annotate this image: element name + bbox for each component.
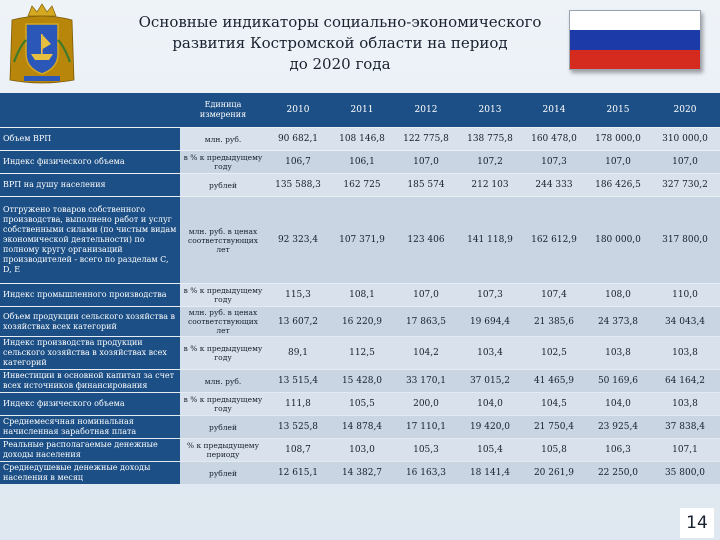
- indicator-value: 89,1: [266, 337, 330, 369]
- indicator-value: 138 775,8: [458, 128, 522, 150]
- indicator-value: 310 000,0: [650, 128, 720, 150]
- flag-red-stripe: [570, 50, 700, 69]
- indicator-unit: млн. руб.: [180, 128, 266, 150]
- indicator-value: 13 515,4: [266, 370, 330, 392]
- header-year: 2015: [586, 93, 650, 127]
- indicator-value: 107,0: [394, 151, 458, 173]
- indicator-value: 103,8: [650, 337, 720, 369]
- indicator-value: 107,3: [522, 151, 586, 173]
- indicator-value: 162 612,9: [522, 197, 586, 283]
- indicator-value: 20 261,9: [522, 462, 586, 484]
- table-row: [0, 370, 720, 392]
- indicator-value: 16 220,9: [330, 307, 394, 336]
- indicator-value: 21 385,6: [522, 307, 586, 336]
- table-row: [0, 284, 720, 306]
- header-unit: Единица измерения: [180, 93, 266, 127]
- indicator-value: 107,3: [458, 284, 522, 306]
- russian-flag-icon: [569, 10, 701, 70]
- indicator-value: 110,0: [650, 284, 720, 306]
- table-row: [0, 151, 720, 173]
- indicator-value: 111,8: [266, 393, 330, 415]
- header-year: 2014: [522, 93, 586, 127]
- indicator-value: 107,1: [650, 439, 720, 461]
- indicator-unit: рублей: [180, 462, 266, 484]
- header-year: 2012: [394, 93, 458, 127]
- indicator-value: 17 863,5: [394, 307, 458, 336]
- indicator-label: Индекс промышленного производства: [0, 284, 180, 306]
- indicator-value: 106,1: [330, 151, 394, 173]
- indicator-value: 107 371,9: [330, 197, 394, 283]
- indicator-unit: млн. руб.: [180, 370, 266, 392]
- indicator-value: 18 141,4: [458, 462, 522, 484]
- indicator-value: 106,3: [586, 439, 650, 461]
- indicator-value: 115,3: [266, 284, 330, 306]
- indicator-value: 34 043,4: [650, 307, 720, 336]
- indicator-value: 37 838,4: [650, 416, 720, 438]
- indicator-value: 103,4: [458, 337, 522, 369]
- indicator-value: 108,0: [586, 284, 650, 306]
- indicator-value: 160 478,0: [522, 128, 586, 150]
- indicator-value: 41 465,9: [522, 370, 586, 392]
- indicator-value: 104,0: [458, 393, 522, 415]
- table-row: [0, 462, 720, 484]
- indicator-unit: в % к предыдущему году: [180, 393, 266, 415]
- indicator-value: 107,4: [522, 284, 586, 306]
- indicator-unit: млн. руб. в ценах соответствующих лет: [180, 197, 266, 283]
- indicator-value: 108,1: [330, 284, 394, 306]
- indicator-value: 104,0: [586, 393, 650, 415]
- header-year: 2013: [458, 93, 522, 127]
- indicator-value: 212 103: [458, 174, 522, 196]
- indicator-value: 92 323,4: [266, 197, 330, 283]
- indicator-unit: рублей: [180, 416, 266, 438]
- table-row: [0, 307, 720, 336]
- indicator-value: 162 725: [330, 174, 394, 196]
- indicator-unit: % к предыдущему периоду: [180, 439, 266, 461]
- indicator-value: 33 170,1: [394, 370, 458, 392]
- header-year: 2010: [266, 93, 330, 127]
- page-title: [130, 12, 550, 75]
- indicator-value: 64 164,2: [650, 370, 720, 392]
- table-row: [0, 439, 720, 461]
- header-blank-cell: [0, 93, 180, 127]
- indicator-value: 141 118,9: [458, 197, 522, 283]
- kostroma-coat-of-arms-icon: [4, 2, 80, 86]
- indicator-value: 105,5: [330, 393, 394, 415]
- indicator-label: Объем ВРП: [0, 128, 180, 150]
- indicator-value: 13 607,2: [266, 307, 330, 336]
- indicator-value: 327 730,2: [650, 174, 720, 196]
- indicator-value: 104,2: [394, 337, 458, 369]
- indicator-value: 107,0: [586, 151, 650, 173]
- indicator-value: 19 420,0: [458, 416, 522, 438]
- indicator-value: 108 146,8: [330, 128, 394, 150]
- indicator-value: 105,4: [458, 439, 522, 461]
- indicator-label: Индекс физического объема: [0, 393, 180, 415]
- indicator-value: 112,5: [330, 337, 394, 369]
- title-line-1: Основные индикаторы социально-экономического: [138, 13, 542, 31]
- indicator-value: 104,5: [522, 393, 586, 415]
- indicator-value: 107,2: [458, 151, 522, 173]
- indicator-unit: в % к предыдущему году: [180, 151, 266, 173]
- indicator-unit: рублей: [180, 174, 266, 196]
- indicator-value: 186 426,5: [586, 174, 650, 196]
- table-row: [0, 197, 720, 283]
- indicator-value: 105,3: [394, 439, 458, 461]
- indicator-label: Индекс физического объема: [0, 151, 180, 173]
- indicator-value: 135 588,3: [266, 174, 330, 196]
- table-row: [0, 337, 720, 369]
- indicator-value: 37 015,2: [458, 370, 522, 392]
- table-header-row: [0, 93, 720, 127]
- indicator-value: 102,5: [522, 337, 586, 369]
- indicator-unit: млн. руб. в ценах соответствующих лет: [180, 307, 266, 336]
- indicator-value: 23 925,4: [586, 416, 650, 438]
- indicator-value: 107,0: [650, 151, 720, 173]
- indicator-value: 14 382,7: [330, 462, 394, 484]
- indicator-value: 178 000,0: [586, 128, 650, 150]
- indicator-label: Отгружено товаров собственного производства, выполнено работ и услуг собственными силами (по чистым видам экономической деятельности) по полному кругу организаций производителей - всего по разделам C, D, E: [0, 197, 180, 283]
- indicator-value: 180 000,0: [586, 197, 650, 283]
- indicator-value: 317 800,0: [650, 197, 720, 283]
- table-row: [0, 128, 720, 150]
- indicator-unit: в % к предыдущему году: [180, 284, 266, 306]
- indicator-value: 90 682,1: [266, 128, 330, 150]
- indicator-value: 35 800,0: [650, 462, 720, 484]
- header-year: 2011: [330, 93, 394, 127]
- indicator-value: 24 373,8: [586, 307, 650, 336]
- indicator-value: 105,8: [522, 439, 586, 461]
- title-line-3: до 2020 года: [289, 55, 391, 73]
- indicator-value: 16 163,3: [394, 462, 458, 484]
- flag-white-stripe: [570, 11, 700, 30]
- header-year: 2020: [650, 93, 720, 127]
- indicator-value: 185 574: [394, 174, 458, 196]
- indicator-value: 108,7: [266, 439, 330, 461]
- indicator-value: 50 169,6: [586, 370, 650, 392]
- indicator-value: 19 694,4: [458, 307, 522, 336]
- indicator-value: 15 428,0: [330, 370, 394, 392]
- indicator-label: Индекс производства продукции сельского хозяйства в хозяйствах всех категорий: [0, 337, 180, 369]
- indicator-value: 12 615,1: [266, 462, 330, 484]
- table-row: [0, 174, 720, 196]
- title-line-2: развития Костромской области на период: [172, 34, 508, 52]
- indicator-value: 21 750,4: [522, 416, 586, 438]
- indicator-value: 103,0: [330, 439, 394, 461]
- indicator-value: 123 406: [394, 197, 458, 283]
- indicator-label: Среднедушевые денежные доходы населения в месяц: [0, 462, 180, 484]
- flag-blue-stripe: [570, 30, 700, 49]
- table-row: [0, 416, 720, 438]
- indicator-unit: в % к предыдущему году: [180, 337, 266, 369]
- indicator-label: ВРП на душу населения: [0, 174, 180, 196]
- indicators-table: [0, 92, 720, 485]
- indicator-label: Среднемесячная номинальная начисленная заработная плата: [0, 416, 180, 438]
- indicator-value: 107,0: [394, 284, 458, 306]
- indicator-value: 103,8: [586, 337, 650, 369]
- indicator-label: Инвестиции в основной капитал за счет всех источников финансирования: [0, 370, 180, 392]
- indicator-value: 200,0: [394, 393, 458, 415]
- indicator-label: Объем продукции сельского хозяйства в хозяйствах всех категорий: [0, 307, 180, 336]
- indicator-value: 244 333: [522, 174, 586, 196]
- indicator-value: 103,8: [650, 393, 720, 415]
- indicator-label: Реальные располагаемые денежные доходы населения: [0, 439, 180, 461]
- indicator-value: 22 250,0: [586, 462, 650, 484]
- indicator-value: 17 110,1: [394, 416, 458, 438]
- indicator-value: 106,7: [266, 151, 330, 173]
- indicator-value: 122 775,8: [394, 128, 458, 150]
- table-row: [0, 393, 720, 415]
- indicator-value: 14 878,4: [330, 416, 394, 438]
- indicator-value: 13 525,8: [266, 416, 330, 438]
- page-number: 14: [680, 508, 714, 538]
